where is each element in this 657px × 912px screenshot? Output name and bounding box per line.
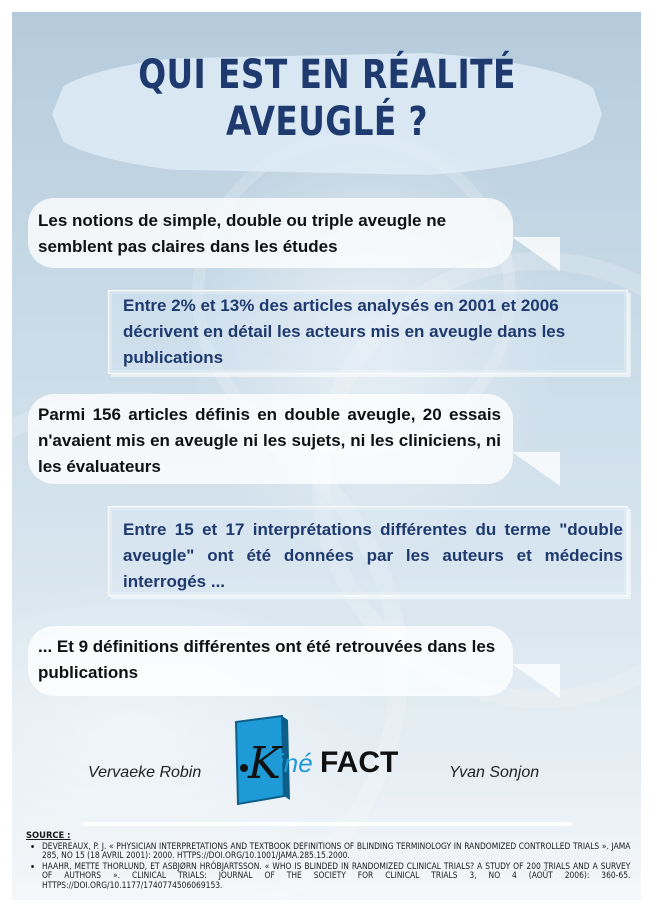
author-right: Yvan Sonjon xyxy=(449,764,540,781)
statement-text-4: Entre 15 et 17 interprétations différentes du terme "double aveugle" ont été données par les auteurs et médecins interrogés ... xyxy=(123,520,623,591)
statement-text-5: ... Et 9 définitions différentes ont été retrouvées dans les publications xyxy=(38,637,496,682)
statement-bubble-5 xyxy=(28,626,513,696)
page-title-line-1: QUI EST EN RÉALITÉ xyxy=(138,52,516,98)
sources xyxy=(26,831,631,892)
logo-fact: FACT xyxy=(320,746,399,779)
sources-label: SOURCE : xyxy=(26,830,71,840)
sources-list xyxy=(26,842,631,891)
source-item: • HAAHR, METTE THORLUND, ET ASBJØRN HRÓBJARTSSON. « WHO IS BLINDED IN RANDOMIZED CLINICAL TRIALS? A STUDY OF 200 TRIALS AND A SURVEY OF AUTHORS ». CLINICAL TRIALS: JOURNAL OF THE SOCIETY FOR CLINICAL TRIALS 3, NO 4 (AOÛT 2006): 360‑65. HTTPS://DOI.ORG/10.1177/1740774506069153. xyxy=(42,862,630,891)
logo-ine: iné xyxy=(278,748,313,778)
statement-text-1: Les notions de simple, double ou triple aveugle ne semblent pas claires dans les études xyxy=(38,211,447,256)
divider xyxy=(82,822,572,826)
logo-dot xyxy=(240,764,248,772)
poster xyxy=(12,12,641,900)
author-left: Vervaeke Robin xyxy=(88,764,202,781)
statement-bubble-3 xyxy=(28,394,513,484)
statement-box-2 xyxy=(108,290,628,374)
statement-bubble-1 xyxy=(28,198,513,268)
page-title xyxy=(102,52,553,146)
source-item: • DEVEREAUX, P. J. « PHYSICIAN INTERPRETATIONS AND TEXTBOOK DEFINITIONS OF BLINDING TERMINOLOGY IN RANDOMIZED CONTROLLED TRIALS ». JAMA 285, NO 15 (18 AVRIL 2001): 2000. HTTPS://DOI.ORG/10.1001/JAMA.285.15.2000. xyxy=(42,842,630,861)
statement-box-4 xyxy=(108,506,628,596)
statement-text-3: Parmi 156 articles définis en double aveugle, 20 essais n'avaient mis en aveugle ni les sujets, ni les cliniciens, ni les évaluateurs xyxy=(38,405,501,476)
logo-k: K xyxy=(248,738,281,789)
page-title-line-2: AVEUGLÉ ? xyxy=(226,99,428,145)
statement-text-2: Entre 2% et 13% des articles analysés en 2001 et 2006 décrivent en détail les acteurs mis en aveugle dans les publications xyxy=(123,296,566,367)
kinefact-logo xyxy=(234,710,434,810)
